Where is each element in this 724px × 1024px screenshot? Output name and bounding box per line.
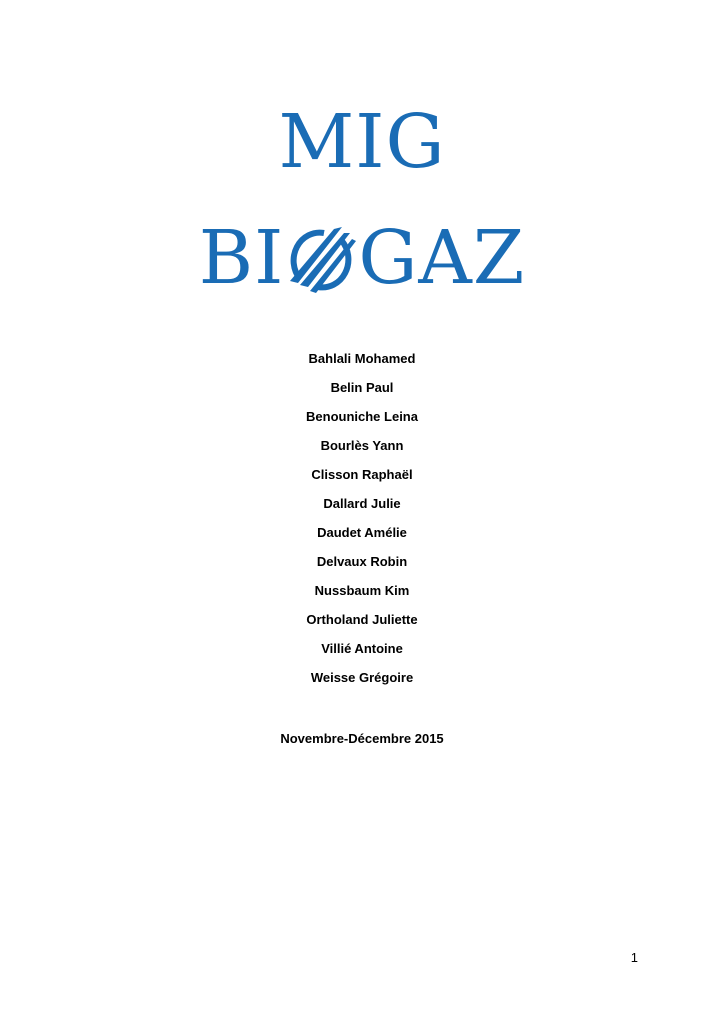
- author-name: Daudet Amélie: [317, 525, 407, 540]
- author-name: Dallard Julie: [323, 496, 401, 511]
- author-name: Nussbaum Kim: [314, 583, 410, 598]
- title-biogaz-prefix: BI: [198, 215, 285, 301]
- author-name: Bourlès Yann: [320, 438, 404, 453]
- title-biogaz: [0, 215, 724, 301]
- author-name: Ortholand Juliette: [306, 612, 418, 627]
- author-name: Bahlali Mohamed: [308, 351, 416, 366]
- page-number: 1: [630, 950, 638, 965]
- author-name: Belin Paul: [330, 380, 394, 395]
- author-name: Villié Antoine: [321, 641, 403, 656]
- document-date: Novembre-Décembre 2015: [280, 731, 444, 746]
- author-name: Delvaux Robin: [316, 554, 408, 569]
- title-mig: MIG: [278, 99, 446, 185]
- author-name: Clisson Raphaël: [311, 467, 413, 482]
- author-list: [0, 344, 724, 692]
- biogas-swoosh-o-icon: [286, 221, 356, 297]
- author-name: Benouniche Leina: [306, 409, 418, 424]
- author-name: Weisse Grégoire: [310, 670, 414, 685]
- title-biogaz-suffix: GAZ: [358, 215, 526, 301]
